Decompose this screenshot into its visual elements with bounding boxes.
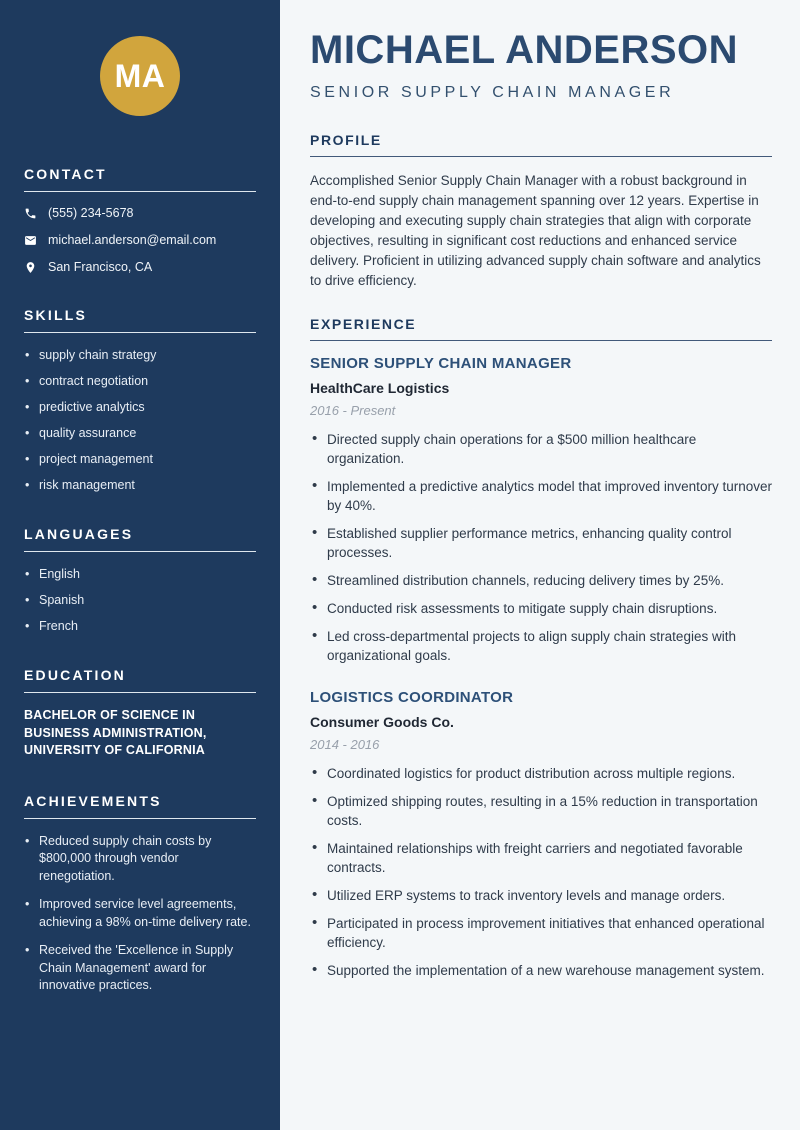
skills-list: [24, 347, 256, 493]
list-item: • Directed supply chain operations for a $500 million healthcare organization.: [310, 430, 772, 468]
contact-row-location: [24, 260, 256, 274]
contact-row-phone: [24, 206, 256, 220]
list-item: • Established supplier performance metrics, enhancing quality control processes.: [310, 524, 772, 562]
section-divider: [24, 818, 256, 819]
section-divider: [310, 340, 772, 341]
list-item: • Supported the implementation of a new warehouse management system.: [310, 961, 772, 980]
contact-heading: CONTACT: [24, 166, 107, 182]
list-item: • Spanish: [24, 592, 256, 608]
achievements-list: [24, 833, 256, 995]
education-heading: EDUCATION: [24, 667, 126, 683]
achievements-section: [24, 793, 256, 995]
achievements-heading: ACHIEVEMENTS: [24, 792, 162, 809]
job-dates: 2014 - 2016: [310, 737, 380, 752]
list-item: • Optimized shipping routes, resulting in a 15% reduction in transportation costs.: [310, 792, 772, 830]
skills-section: [24, 307, 256, 493]
section-divider: [24, 551, 256, 552]
list-item: • Received the 'Excellence in Supply Chain Management' award for innovative practices.: [24, 942, 256, 995]
languages-section: [24, 526, 256, 634]
contact-row-email: [24, 233, 256, 247]
experience-entry: [310, 689, 772, 980]
list-item: • English: [24, 566, 256, 582]
list-item: • project management: [24, 451, 256, 467]
list-item: • Reduced supply chain costs by $800,000 through vendor renegotiation.: [24, 833, 256, 886]
list-item: • French: [24, 618, 256, 634]
contact-section: [24, 166, 256, 274]
location-value: San Francisco, CA: [48, 260, 153, 274]
avatar: MA: [100, 36, 180, 116]
email-value: michael.anderson@email.com: [48, 233, 217, 247]
skills-heading: SKILLS: [24, 307, 87, 323]
list-item: • Maintained relationships with freight carriers and negotiated favorable contracts.: [310, 839, 772, 877]
list-item: • Participated in process improvement initiatives that enhanced operational efficiency.: [310, 914, 772, 952]
person-name: MICHAEL ANDERSON: [310, 28, 739, 72]
company-name: Consumer Goods Co.: [310, 714, 454, 730]
list-item: • predictive analytics: [24, 399, 256, 415]
list-item: • Streamlined distribution channels, reducing delivery times by 25%.: [310, 571, 772, 590]
degree-text: BACHELOR OF SCIENCE IN BUSINESS ADMINISTRATION, UNIVERSITY OF CALIFORNIA: [24, 708, 207, 757]
profile-heading: PROFILE: [310, 132, 382, 148]
phone-value: (555) 234-5678: [48, 206, 134, 220]
languages-list: [24, 566, 256, 634]
job-title: LOGISTICS COORDINATOR: [310, 689, 514, 706]
job-dates: 2016 - Present: [310, 403, 396, 418]
person-title: SENIOR SUPPLY CHAIN MANAGER: [310, 84, 675, 101]
languages-heading: LANGUAGES: [24, 526, 134, 542]
job-bullet-list: [310, 430, 772, 665]
list-item: • quality assurance: [24, 425, 256, 441]
section-divider: [24, 191, 256, 192]
list-item: • Utilized ERP systems to track inventory levels and manage orders.: [310, 886, 772, 905]
list-item: • supply chain strategy: [24, 347, 256, 363]
location-pin-icon: [24, 261, 37, 274]
experience-heading: EXPERIENCE: [310, 316, 417, 332]
profile-text: Accomplished Senior Supply Chain Manager with a robust background in end-to-end supply chain management spanning over 12 years. Expertise in developing and executing supply chain strategies that align with corporate objectives, resulting in significant cost reductions and enhanced service delivery. Proficient in utilizing advanced supply chain software and analytics to drive efficiency.: [310, 173, 761, 288]
list-item: • risk management: [24, 477, 256, 493]
list-item: • contract negotiation: [24, 373, 256, 389]
list-item: • Implemented a predictive analytics model that improved inventory turnover by 40%.: [310, 477, 772, 515]
experience-entry: [310, 355, 772, 665]
list-item: • Improved service level agreements, achieving a 98% on-time delivery rate.: [24, 896, 256, 931]
main-content: [280, 0, 800, 1130]
list-item: • Coordinated logistics for product distribution across multiple regions.: [310, 764, 772, 783]
experience-section: [310, 316, 772, 980]
education-section: [24, 667, 256, 760]
list-item: • Led cross-departmental projects to align supply chain strategies with organizational goals.: [310, 627, 772, 665]
email-icon: [24, 234, 37, 247]
profile-section: [310, 132, 772, 291]
section-divider: [24, 692, 256, 693]
list-item: • Conducted risk assessments to mitigate supply chain disruptions.: [310, 599, 772, 618]
section-divider: [24, 332, 256, 333]
sidebar: [0, 0, 280, 1130]
section-divider: [310, 156, 772, 157]
job-bullet-list: [310, 764, 772, 980]
phone-icon: [24, 207, 37, 220]
company-name: HealthCare Logistics: [310, 380, 450, 396]
job-title: SENIOR SUPPLY CHAIN MANAGER: [310, 355, 572, 372]
